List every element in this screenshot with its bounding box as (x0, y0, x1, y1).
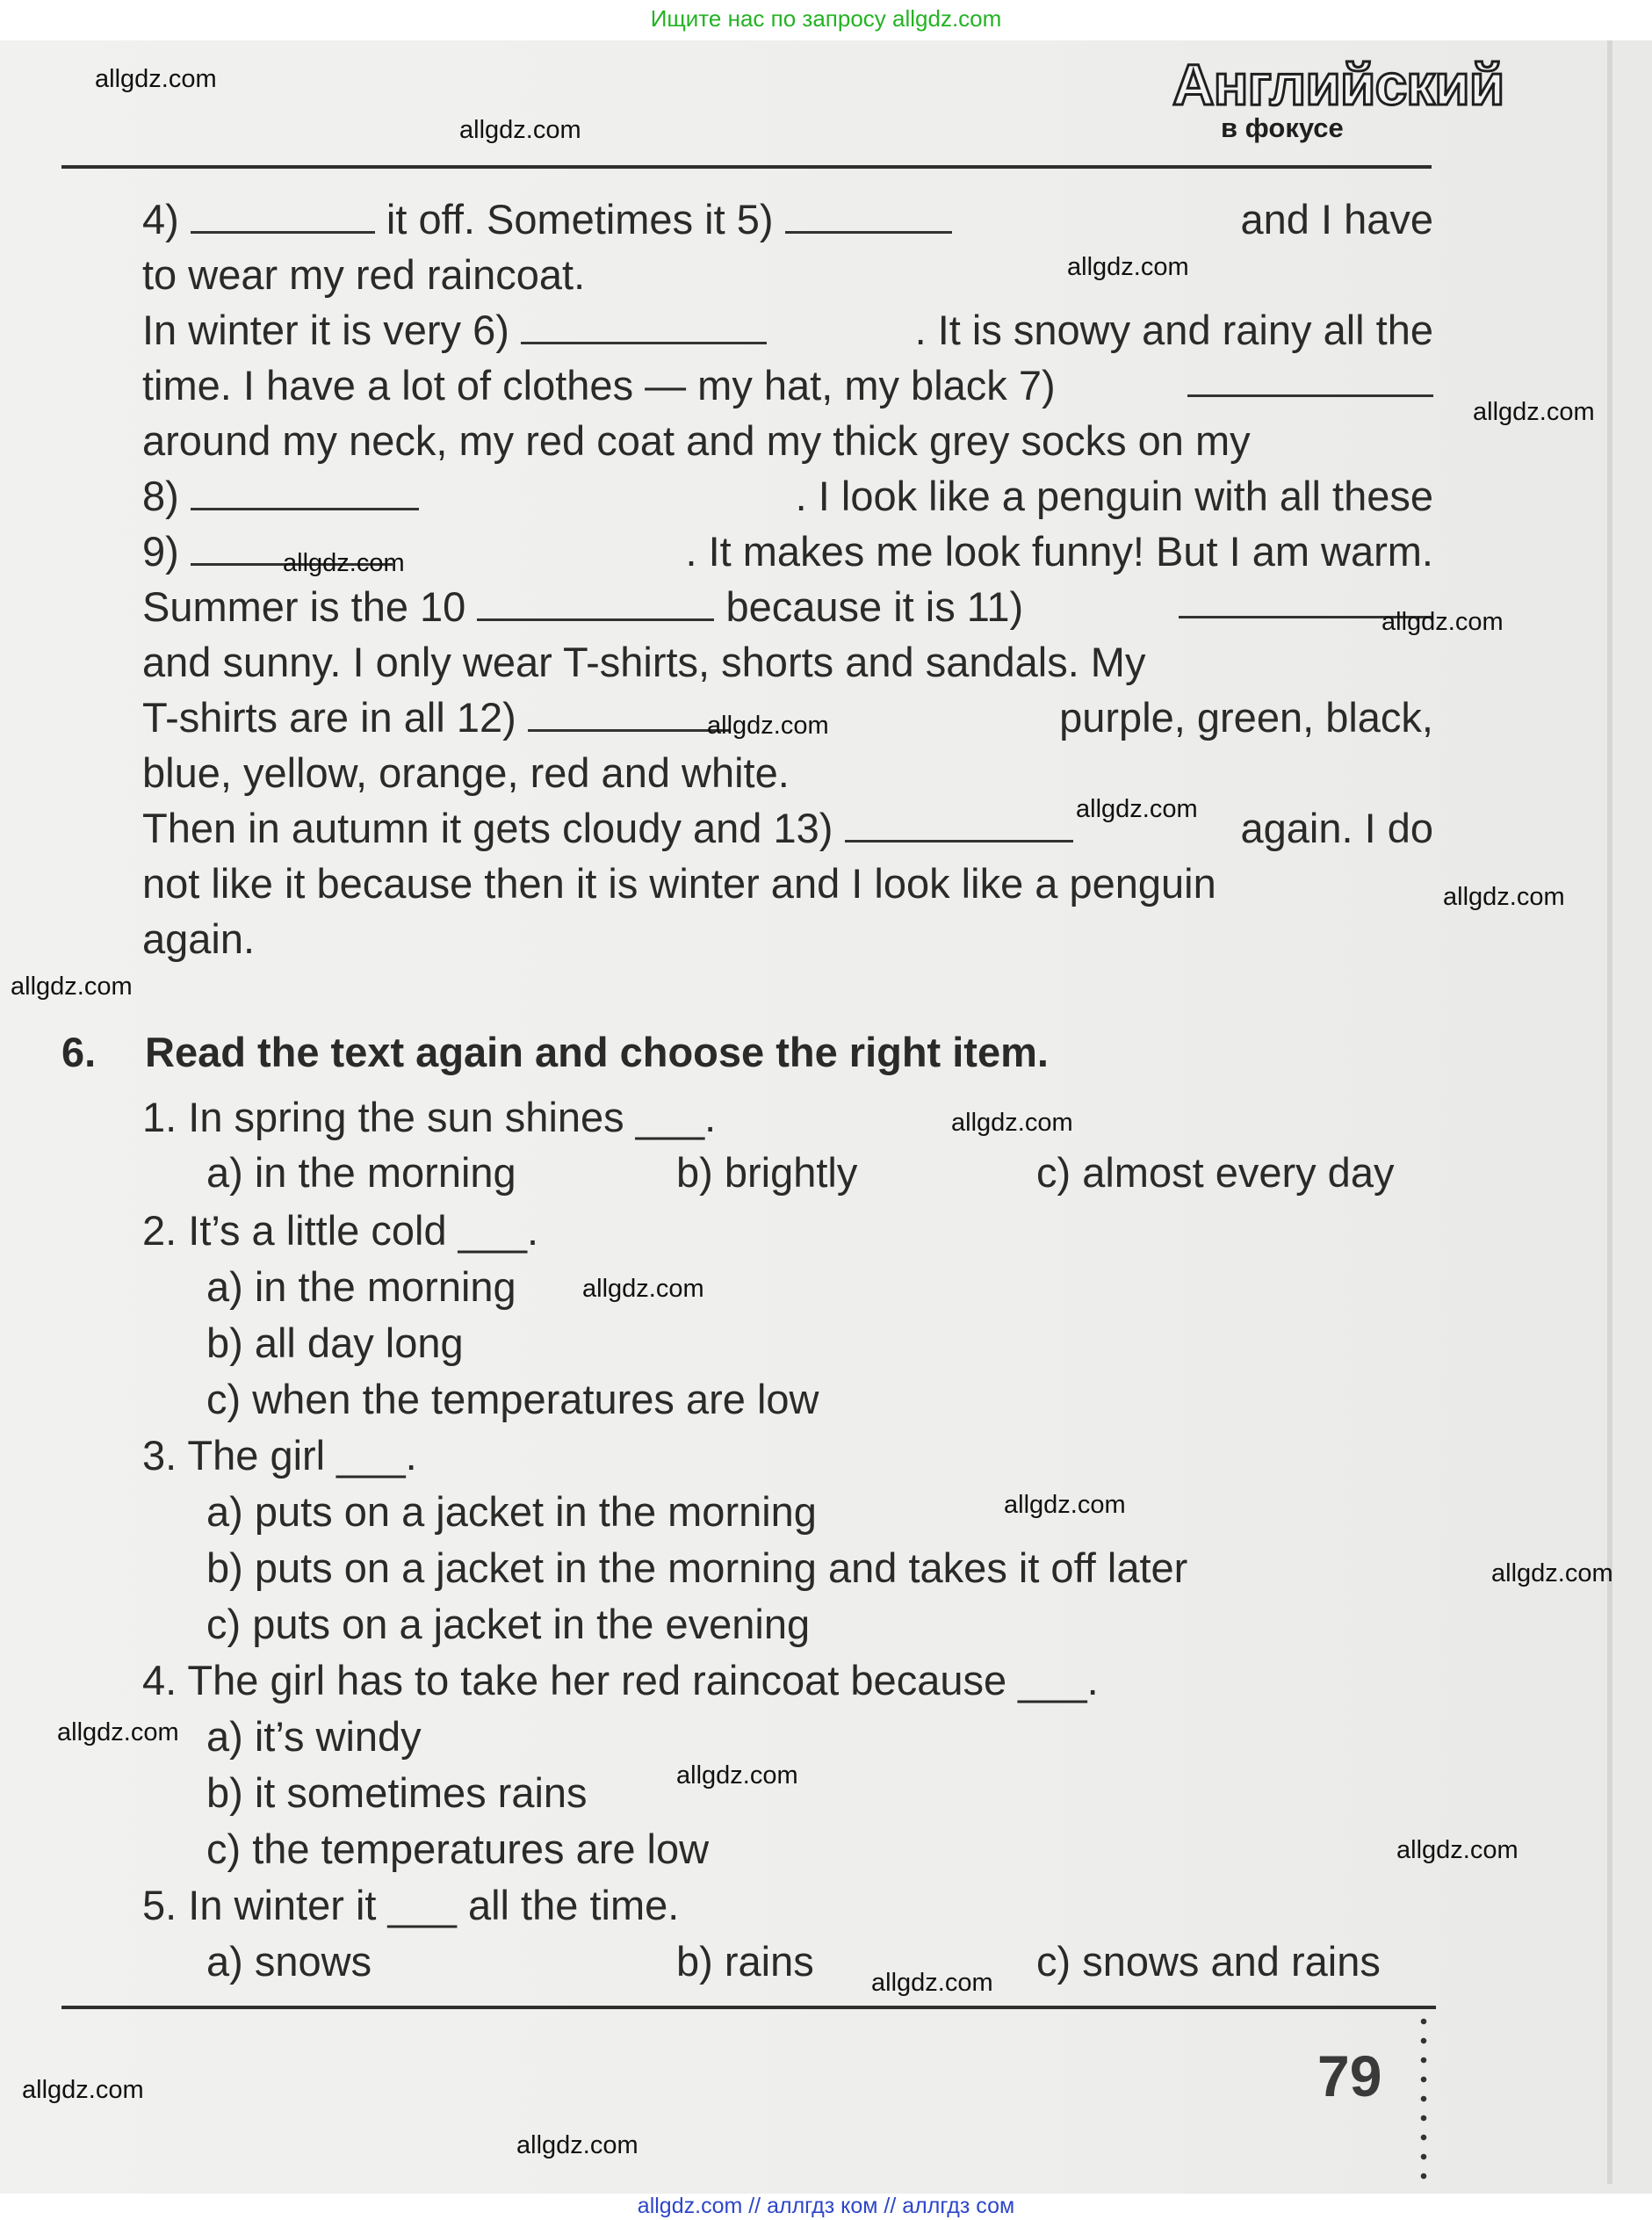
watermark: allgdz.com (951, 1109, 1073, 1137)
option-4c[interactable]: c) the temperatures are low (206, 1826, 710, 1872)
option-2c[interactable]: c) when the temperatures are low (206, 1376, 819, 1422)
text-line-13: not like it because then it is winter and I look like a penguin (142, 860, 1216, 907)
option-1c[interactable]: c) almost every day (1036, 1149, 1395, 1196)
text-line-2: to wear my red raincoat. (142, 251, 586, 298)
option-3c[interactable]: c) puts on a jacket in the evening (206, 1601, 811, 1647)
text-line-3: In winter it is very 6) . It is snowy and rainy all the (142, 307, 1433, 353)
logo-subtitle: в фокусе (1221, 112, 1344, 143)
question-1: 1. In spring the sun shines ___. (142, 1094, 717, 1140)
option-3a[interactable]: a) puts on a jacket in the morning (206, 1488, 817, 1535)
bottom-banner (0, 2194, 1652, 2220)
watermark: allgdz.com (1381, 608, 1504, 636)
option-5a[interactable]: a) snows (206, 1938, 372, 1985)
option-1b[interactable]: b) brightly (676, 1149, 858, 1196)
text-line-11: blue, yellow, orange, red and white. (142, 749, 790, 796)
watermark: allgdz.com (582, 1275, 704, 1303)
option-2b[interactable]: b) all day long (206, 1320, 464, 1366)
text-line-9: and sunny. I only wear T-shirts, shorts and sandals. My (142, 639, 1146, 685)
watermark: allgdz.com (459, 116, 581, 144)
watermark: allgdz.com (1004, 1491, 1126, 1519)
watermark: allgdz.com (516, 2131, 638, 2159)
option-5c[interactable]: c) snows and rains (1036, 1938, 1381, 1985)
top-banner (0, 0, 1652, 40)
watermark: allgdz.com (1067, 253, 1189, 281)
watermark: allgdz.com (676, 1761, 798, 1790)
text-line-6: 8) . I look like a penguin with all these (142, 473, 1433, 519)
text-line-4: time. I have a lot of clothes — my hat, my black 7) (142, 358, 1433, 413)
watermark: allgdz.com (1076, 795, 1198, 823)
option-2a[interactable]: a) in the morning (206, 1263, 516, 1310)
option-4b[interactable]: b) it sometimes rains (206, 1769, 588, 1816)
option-1a[interactable]: a) in the morning (206, 1149, 516, 1196)
logo-title: Английский (1172, 52, 1504, 117)
dotted-margin-line (1420, 2012, 1427, 2187)
text-line-14: again. (142, 915, 256, 962)
header-rule (61, 165, 1432, 169)
logo (1172, 51, 1504, 148)
text-line-7: 9) . It makes me look funny! But I am warm. (142, 528, 1433, 575)
text-line-12: Then in autumn it gets cloudy and 13) again. I do (142, 805, 1433, 851)
watermark: allgdz.com (11, 973, 133, 1001)
watermark: allgdz.com (1396, 1836, 1519, 1864)
footer-rule (61, 2006, 1436, 2009)
watermark: allgdz.com (1491, 1559, 1613, 1587)
text-line-10: T-shirts are in all 12) purple, green, black, (142, 694, 1433, 741)
watermark: allgdz.com (22, 2076, 144, 2104)
watermark: allgdz.com (707, 712, 829, 740)
question-5: 5. In winter it ___ all the time. (142, 1882, 680, 1928)
watermark: allgdz.com (283, 549, 405, 577)
bottom-banner-text[interactable]: allgdz.com // аллгдз ком // аллгдз сом (637, 2194, 1015, 2218)
question-3: 3. The girl ___. (142, 1432, 417, 1479)
top-banner-text[interactable]: Ищите нас по запросу allgdz.com (650, 5, 1002, 32)
option-5b[interactable]: b) rains (676, 1938, 814, 1985)
page-number: 79 (1317, 2043, 1382, 2108)
watermark: allgdz.com (871, 1969, 993, 1997)
exercise-heading (61, 1026, 1049, 1079)
text-line-8: Summer is the 10 because it is 11) (142, 579, 1433, 634)
text-line-1: 4) it off. Sometimes it 5) and I have (142, 196, 1433, 242)
text-line-5: around my neck, my red coat and my thick grey socks on my (142, 417, 1251, 464)
watermark: allgdz.com (1443, 883, 1565, 911)
option-3b[interactable]: b) puts on a jacket in the morning and takes it off later (206, 1544, 1188, 1591)
watermark: allgdz.com (1473, 398, 1595, 426)
watermark: allgdz.com (95, 65, 217, 93)
page-edge-shadow (1607, 40, 1612, 2184)
question-4: 4. The girl has to take her red raincoat because ___. (142, 1657, 1099, 1703)
option-4a[interactable]: a) it’s windy (206, 1713, 422, 1760)
watermark: allgdz.com (57, 1718, 179, 1746)
exercise-number: 6. (61, 1029, 97, 1075)
exercise-title: Read the text again and choose the right item. (145, 1029, 1049, 1075)
question-2: 2. It’s a little cold ___. (142, 1207, 539, 1254)
